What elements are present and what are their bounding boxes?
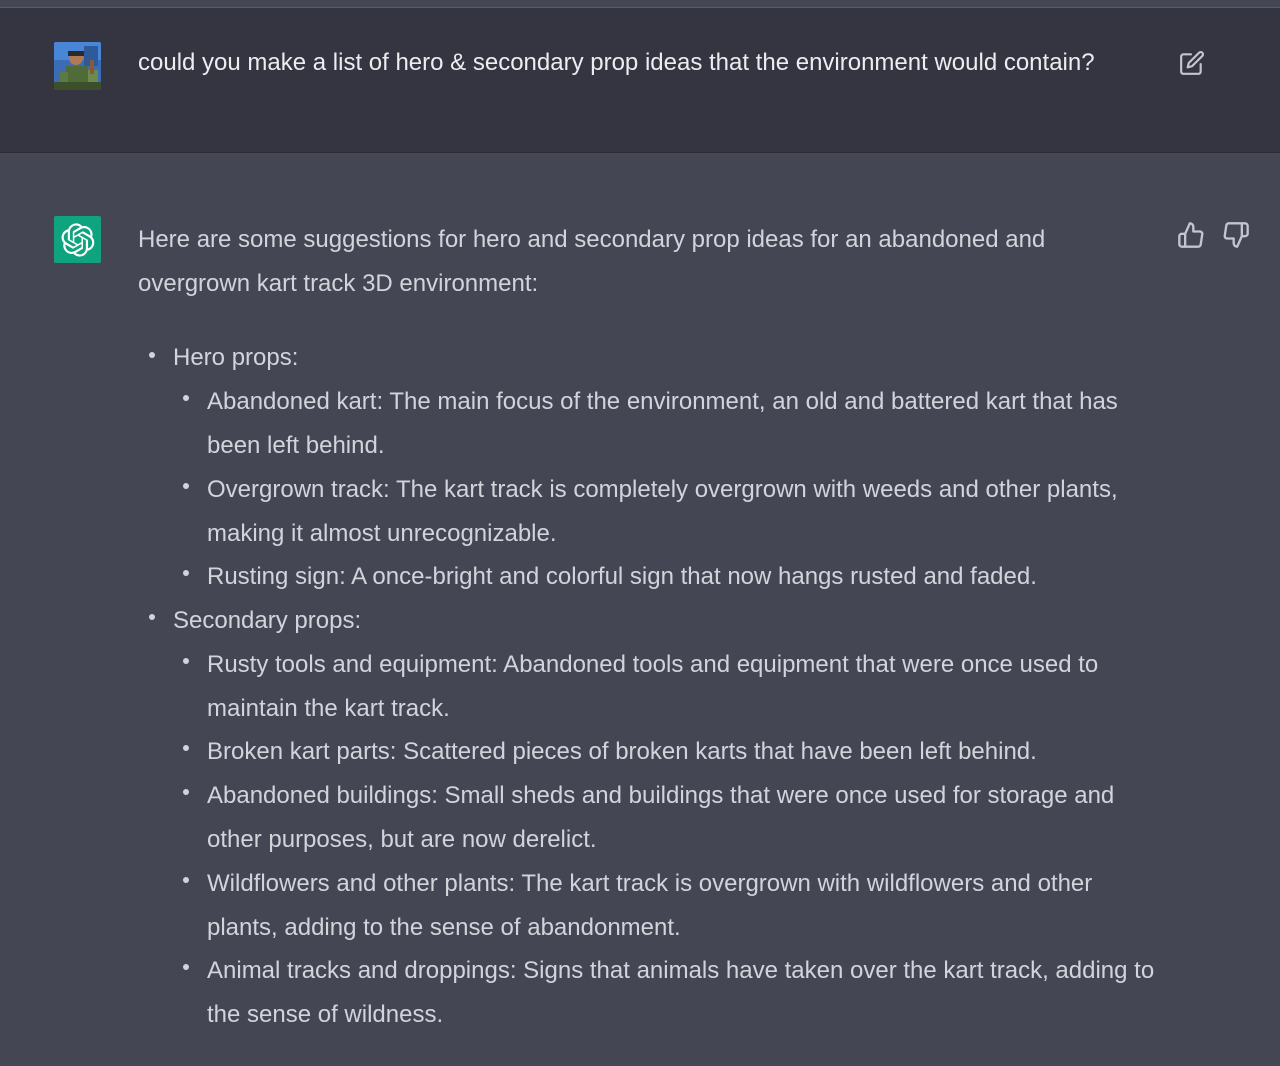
user-avatar-photo-icon	[54, 42, 101, 90]
bullet-dot	[183, 964, 189, 970]
bullet-dot	[183, 570, 189, 576]
list-item: Broken kart parts: Scattered pieces of broken karts that have been left behind.	[207, 738, 1037, 765]
bullet-dot	[183, 877, 189, 883]
list-item: Wildflowers and other plants: The kart track is overgrown with wildflowers and other plants, adding to the sense of abandonment.	[207, 870, 1093, 941]
thumbs-down-icon[interactable]	[1222, 221, 1250, 249]
list-item: Rusting sign: A once-bright and colorful sign that now hangs rusted and faded.	[207, 563, 1037, 590]
user-avatar	[54, 42, 101, 90]
list-item: Abandoned kart: The main focus of the environment, an old and battered kart that has been left behind.	[207, 388, 1118, 459]
category-hero-props: Hero props:	[173, 344, 299, 371]
bullet-dot	[183, 658, 189, 664]
edit-icon[interactable]	[1179, 50, 1205, 76]
bullet-dot	[183, 789, 189, 795]
list-item: Animal tracks and droppings: Signs that animals have taken over the kart track, adding to the sense of wildness.	[207, 957, 1155, 1028]
assistant-message-row	[0, 153, 1280, 1066]
category-secondary-props: Secondary props:	[173, 607, 362, 634]
assistant-intro-text: Here are some suggestions for hero and secondary prop ideas for an abandoned and overgrown kart track 3D environment:	[138, 226, 1046, 297]
list-item: Rusty tools and equipment: Abandoned tools and equipment that were once used to maintain the kart track.	[207, 651, 1099, 722]
top-divider	[0, 0, 1280, 8]
bullet-dot	[149, 614, 155, 620]
bullet-dot	[149, 352, 155, 358]
openai-logo-icon	[61, 223, 95, 257]
list-item: Overgrown track: The kart track is completely overgrown with weeds and other plants, making it almost unrecognizable.	[207, 476, 1118, 547]
list-item: Abandoned buildings: Small sheds and buildings that were once used for storage and other purposes, but are now derelict.	[207, 782, 1115, 853]
assistant-avatar	[54, 216, 101, 263]
bullet-dot	[183, 395, 189, 401]
thumbs-up-icon[interactable]	[1177, 221, 1205, 249]
bullet-dot	[183, 745, 189, 751]
user-message-row	[0, 8, 1280, 153]
user-message-text: could you make a list of hero & secondary prop ideas that the environment would contain?	[138, 49, 1095, 76]
bullet-dot	[183, 483, 189, 489]
